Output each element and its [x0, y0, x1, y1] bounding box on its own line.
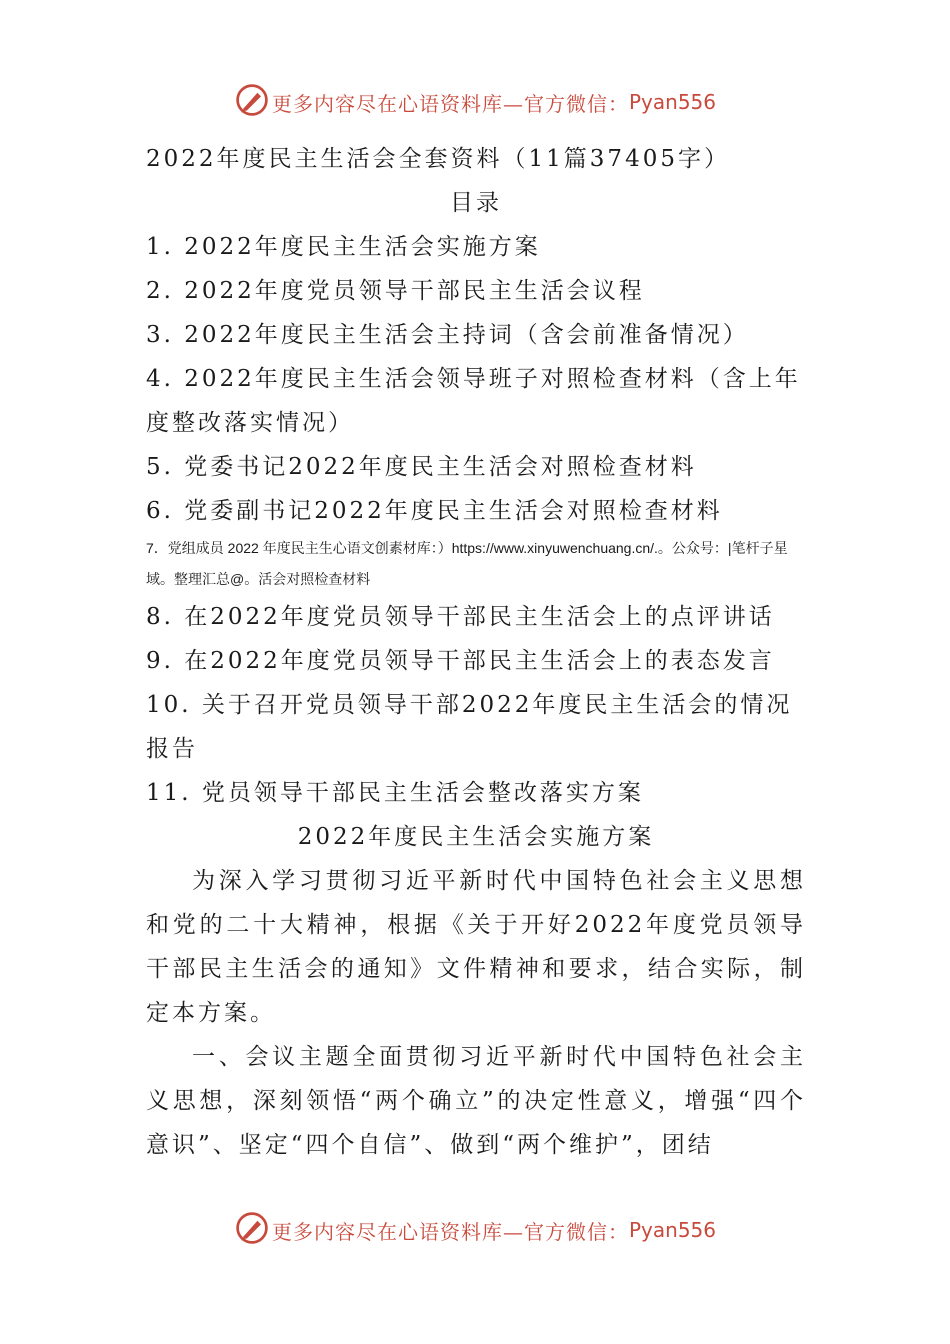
toc-item-2: 2. 2022年度党员领导干部民主生活会议程 — [146, 278, 645, 304]
toc-item-11: 11. 党员领导干部民主生活会整改落实方案 — [146, 780, 644, 806]
table-of-contents — [146, 225, 806, 815]
toc-item-6: 6. 党委副书记2022年度民主生活会对照检查材料 — [146, 498, 723, 524]
toc-item-7: 7．党组成员 2022 年度民主生心语文创素材库：）https://www.xinyuwenchuang.cn/.。公众号：|笔杆子星域。整理汇总@。活会对照检查材料 — [146, 540, 788, 587]
paragraph-intro: 为深入学习贯彻习近平新时代中国特色社会主义思想和党的二十大精神，根据《关于开好2022年度党员领导干部民主生活会的通知》文件精神和要求，结合实际，制定本方案。 — [146, 868, 806, 1026]
watermark-wechat-id: Pyan556 — [628, 1218, 716, 1242]
toc-item-1: 1. 2022年度民主生活会实施方案 — [146, 234, 541, 260]
toc-item-8: 8. 在2022年度党员领导干部民主生活会上的点评讲话 — [146, 604, 775, 630]
section-title: 2022年度民主生活会实施方案 — [297, 824, 655, 850]
toc-heading: 目录 — [450, 190, 502, 216]
toc-item-3: 3. 2022年度民主生活会主持词（含会前准备情况） — [146, 322, 749, 348]
toc-item-9: 9. 在2022年度党员领导干部民主生活会上的表态发言 — [146, 648, 775, 674]
paragraph-theme: 一、会议主题全面贯彻习近平新时代中国特色社会主义思想，深刻领悟“两个确立”的决定性意义，增强“四个意识”、坚定“四个自信”、做到“两个维护”，团结 — [146, 1044, 806, 1158]
watermark-footer — [0, 1210, 950, 1250]
watermark-header — [0, 82, 950, 122]
document-body — [146, 137, 806, 1167]
pen-logo-icon — [234, 82, 272, 122]
toc-item-5: 5. 党委书记2022年度民主生活会对照检查材料 — [146, 454, 697, 480]
watermark-text: 更多内容尽在心语资料库—官方微信： — [271, 91, 629, 116]
pen-logo-icon — [234, 1210, 272, 1250]
toc-item-4: 4. 2022年度民主生活会领导班子对照检查材料（含上年度整改落实情况） — [146, 366, 801, 436]
toc-item-10: 10. 关于召开党员领导干部2022年度民主生活会的情况报告 — [146, 692, 793, 762]
watermark-wechat-id: Pyan556 — [628, 90, 716, 114]
watermark-text: 更多内容尽在心语资料库—官方微信： — [271, 1219, 629, 1244]
document-title: 2022年度民主生活会全套资料（11篇37405字） — [146, 146, 730, 172]
